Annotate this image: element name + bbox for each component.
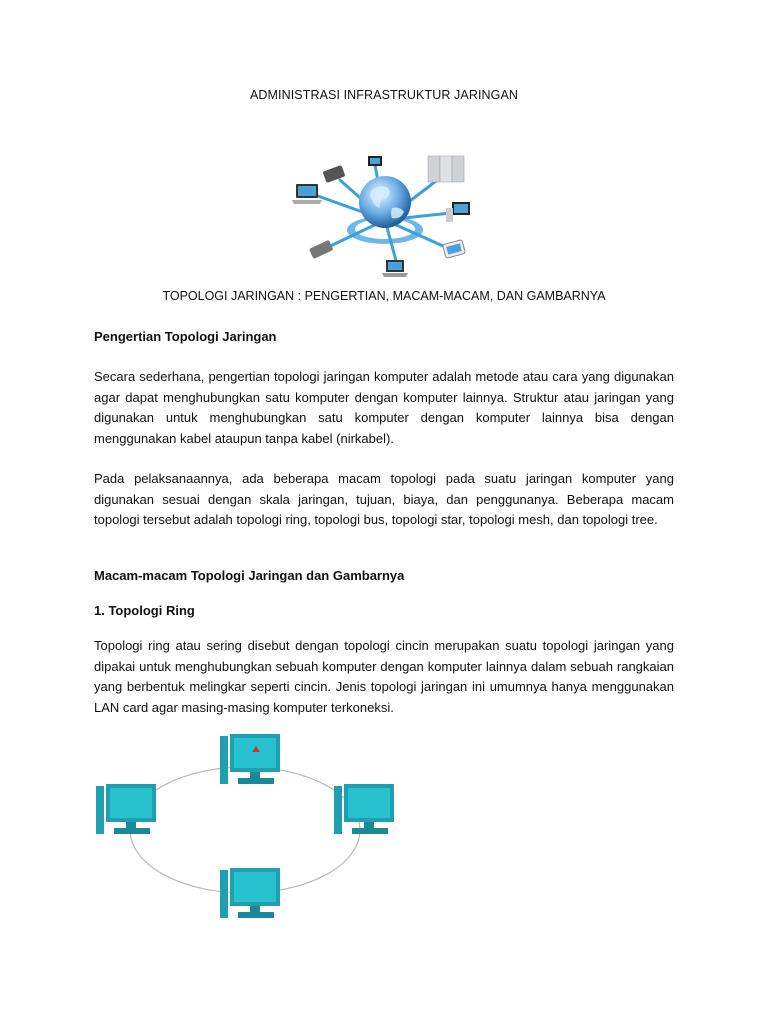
globe-icon xyxy=(359,176,411,228)
tablet-icon xyxy=(443,240,466,259)
section-heading-macam: Macam-macam Topologi Jaringan dan Gambarnya xyxy=(94,568,405,583)
computer-icon-left xyxy=(96,784,156,834)
netbook-icon xyxy=(382,260,408,277)
desktop-pc-icon xyxy=(446,202,470,222)
computer-icon-top xyxy=(220,734,280,784)
server-icon xyxy=(428,156,464,182)
laptop-icon xyxy=(292,184,322,204)
document-title: ADMINISTRASI INFRASTRUKTUR JARINGAN xyxy=(249,88,519,102)
section-heading-ring: 1. Topologi Ring xyxy=(94,603,195,618)
section-heading-pengertian: Pengertian Topologi Jaringan xyxy=(94,329,277,344)
document-subtitle: TOPOLOGI JARINGAN : PENGERTIAN, MACAM-MACAM, DAN GAMBARNYA xyxy=(162,289,606,303)
monitor-icon xyxy=(368,156,382,166)
paragraph-types: Pada pelaksanaannya, ada beberapa macam topologi pada suatu jaringan komputer yang digunakan sesuai dengan skala jaringan, tujuan, biaya, dan penggunanya. Beberapa macam topologi tersebut adalah topologi ring, topologi bus, topologi star, topologi mesh, dan topologi tree. xyxy=(94,471,674,528)
mobile-phone-icon xyxy=(309,240,334,259)
computer-icon-right xyxy=(334,784,394,834)
paragraph-definition: Secara sederhana, pengertian topologi jaringan komputer adalah metode atau cara yang digunakan agar dapat menghubungkan satu komputer dengan komputer lainnya. Struktur atau jaringan yang digunakan untuk menghubungkan satu komputer dengan komputer lainnya bisa dengan menggunakan kabel ataupun tanpa kabel (nirkabel). xyxy=(94,369,674,446)
paragraph-ring: Topologi ring atau sering disebut dengan topologi cincin merupakan suatu topologi jaringan yang dipakai untuk menghubungkan sebuah komputer dengan komputer lainnya dalam sebuah rangkaian yang berbentuk melingkar seperti cincin. Jenis topologi jaringan ini umumnya hanya menggunakan LAN card agar masing-masing komputer terkoneksi. xyxy=(94,638,674,715)
network-globe-illustration xyxy=(280,150,490,285)
ring-topology-diagram xyxy=(90,728,410,928)
